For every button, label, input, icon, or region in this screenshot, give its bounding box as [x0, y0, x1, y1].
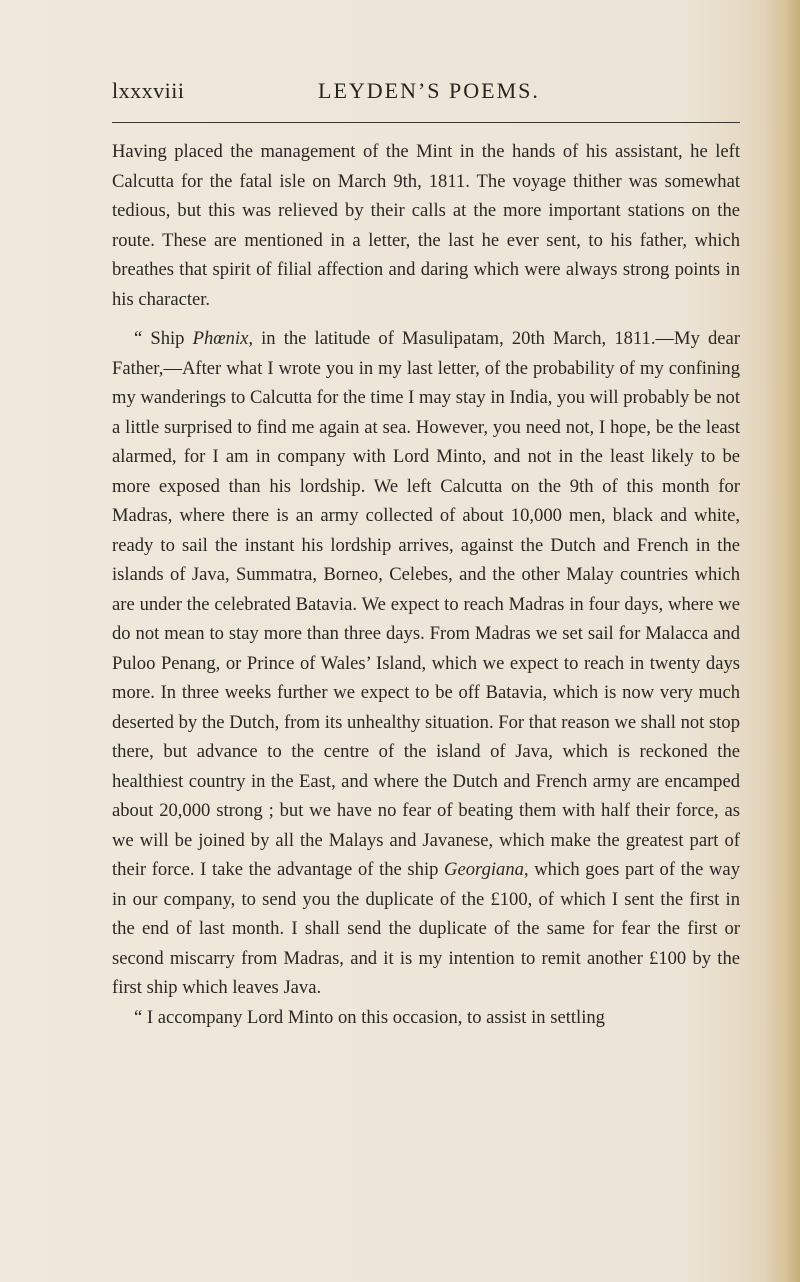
running-title: LEYDEN’S POEMS. [318, 78, 540, 103]
page-number: lxxxviii [112, 78, 185, 103]
text-run: “ I accompany Lord Minto on this occasion, to assist in settling [134, 1006, 605, 1028]
text-run: which goes part of the way in our company, to send you the duplicate of the £100, of which I sent the first in the end of last month. I shall send the duplicate of the same for fear the first or second miscarry from Madras, and it is my intention to remit another £100 by the first ship which leaves Java. [112, 859, 740, 998]
body-text [112, 137, 740, 1032]
text-run: in the latitude of Masulipatam, 20th March, 1811.—My dear Father,—After what I wrote you in my last letter, of the probability of my confining my wanderings to Calcutta for the time I may stay in India, you will probably be not a little surprised to find me again at sea. However, you need not, I hope, be the least alarmed, for I am in company with Lord Minto, and not in the least likely to be more exposed than his lordship. We left Calcutta on the 9th of this month for Madras, where there is an army collected of about 10,000 men, black and white, ready to sail the instant his lordship arrives, against the Dutch and French in the islands of Java, Summatra, Borneo, Celebes, and the other Malay countries which are under the celebrated Batavia. We expect to reach Madras in four days, where we do not mean to stay more than three days. From Madras we set sail for Malacca and Puloo Penang, or Prince of Wales’ Island, which we expect to reach in twenty days more. In three weeks further we expect to be off Batavia, which is now very much deserted by the Dutch, from its unhealthy situation. For that reason we shall not stop there, but advance to the centre of the island of Java, which is reckoned the healthiest country in the East, and where the Dutch and French army are encamped about 20,000 strong ; but we have no fear of beating them with half their force, as we will be joined by all the Malays and Javanese, which make the greatest part of their force. I take the advantage of the ship [112, 328, 741, 880]
paragraph [112, 324, 740, 1003]
paragraph [112, 1003, 740, 1033]
text-run: “ Ship [134, 328, 193, 349]
italic-text: Phœnix, [192, 328, 254, 349]
text-run: Having placed the management of the Mint in the hands of his assistant, he left Calcutta for the fatal isle on March 9th, 1811. The voyage thither was somewhat tedious, but this was relieved by their calls at the more important stations on the route. These are mentioned in a letter, the last he ever sent, to his father, which breathes that spirit of filial affection and daring which were always strong points in his character. [112, 141, 740, 310]
italic-text: Georgiana, [444, 859, 529, 880]
page-edge-shading [764, 0, 800, 1282]
page-header [112, 78, 740, 110]
header-rule [112, 122, 740, 123]
paragraph [112, 137, 740, 314]
